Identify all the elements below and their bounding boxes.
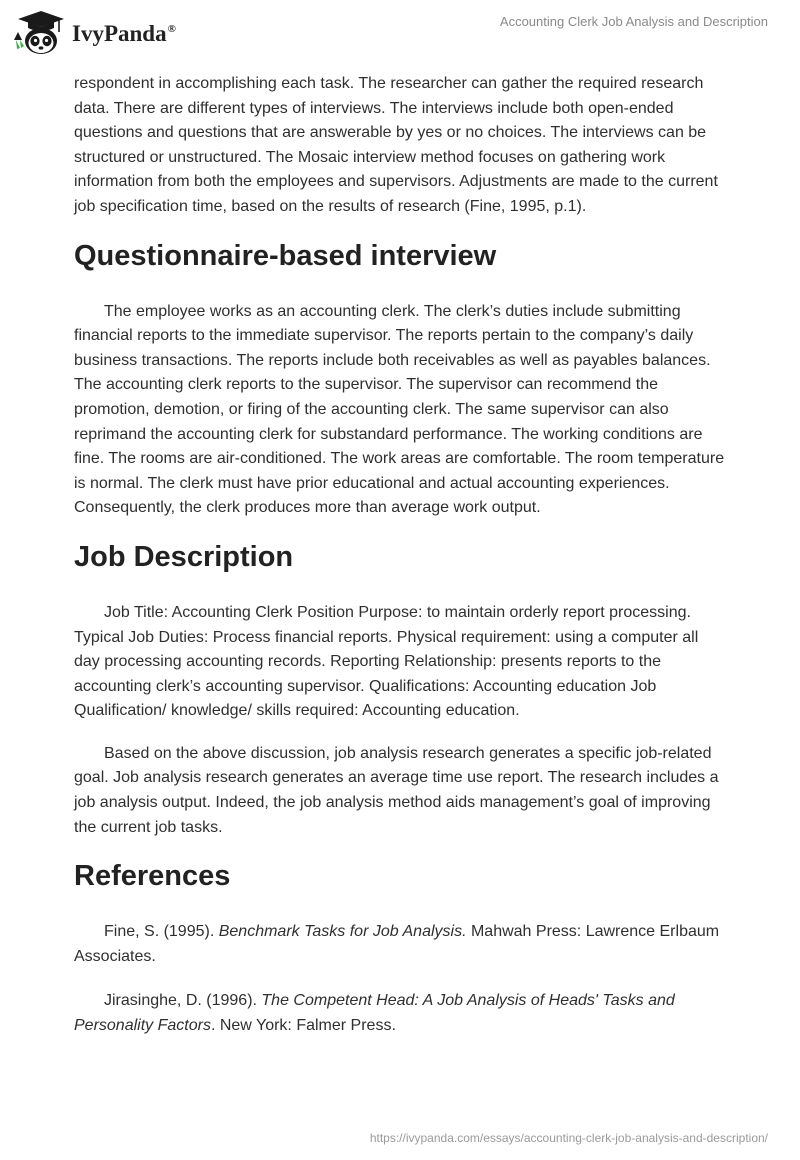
brand-logo[interactable] [14,8,176,56]
registered-mark: ® [167,23,176,36]
reference-author: Fine, S. (1995). [104,923,219,941]
reference-item [74,989,726,1038]
section-heading-references: References [74,860,231,893]
reference-title: Benchmark Tasks for Job Analysis. [218,923,467,941]
section-heading-questionnaire: Questionnaire-based interview [74,239,497,272]
reference-item [74,920,726,969]
paragraph-conclusion: Based on the above discussion, job analysis research generates a specific job-related goal. Job analysis research generates an average time use report. The research includes a job analysis output. Indeed, the job analysis method aids management’s goal of improving the current job tasks. [74,744,719,836]
intro-paragraph: respondent in accomplishing each task. The researcher can gather the required research data. There are different types of interviews. The interviews include both open-ended questions and questions that are answerable by yes or no choices. The interviews can be structured or unstructured. The Mosaic interview method focuses on gathering work information from both the employees and supervisors. Adjustments are made to the current job specification time, based on the results of research (Fine, 1995, p.1). [74,75,718,215]
section-heading-job-description: Job Description [74,540,294,573]
reference-author: Jirasinghe, D. (1996). [104,992,262,1010]
brand-name: IvyPanda® [72,21,176,46]
paragraph-questionnaire: The employee works as an accounting clerk. The clerk’s duties include submitting financial reports to the immediate supervisor. The reports pertain to the company’s daily business transactions. The reports include both receivables as well as payables balances. The accounting clerk reports to the supervisor. The supervisor can recommend the promotion, demotion, or firing of the accounting clerk. The same supervisor can also reprimand the accounting clerk for substandard performance. The working conditions are fine. The rooms are air-conditioned. The work areas are comfortable. The room temperature is normal. The clerk must have prior educational and actual accounting experiences. Consequently, the clerk produces more than average work output. [74,302,725,517]
reference-title: The Competent Head: A Job Analysis of Heads' Tasks and Personality Factors [74,992,675,1035]
reference-publisher: . New York: Falmer Press. [210,1017,396,1035]
document-title: Accounting Clerk Job Analysis and Description [499,14,768,29]
panda-graduate-icon [14,8,68,56]
essay-content [74,72,726,1059]
source-url[interactable]: https://ivypanda.com/essays/accounting-clerk-job-analysis-and-description/ [369,1131,768,1145]
paragraph-job-description: Job Title: Accounting Clerk Position Purpose: to maintain orderly report processing. Typical Job Duties: Process financial reports. Physical requirement: using a computer all day processing accounting records. Reporting Relationship: presents reports to the accounting clerk’s accounting supervisor. Qualifications: Accounting education Job Qualification/ knowledge/ skills required: Accounting education. [74,603,699,720]
reference-publisher: Mahwah Press: Lawrence Erlbaum Associates. [74,923,720,965]
